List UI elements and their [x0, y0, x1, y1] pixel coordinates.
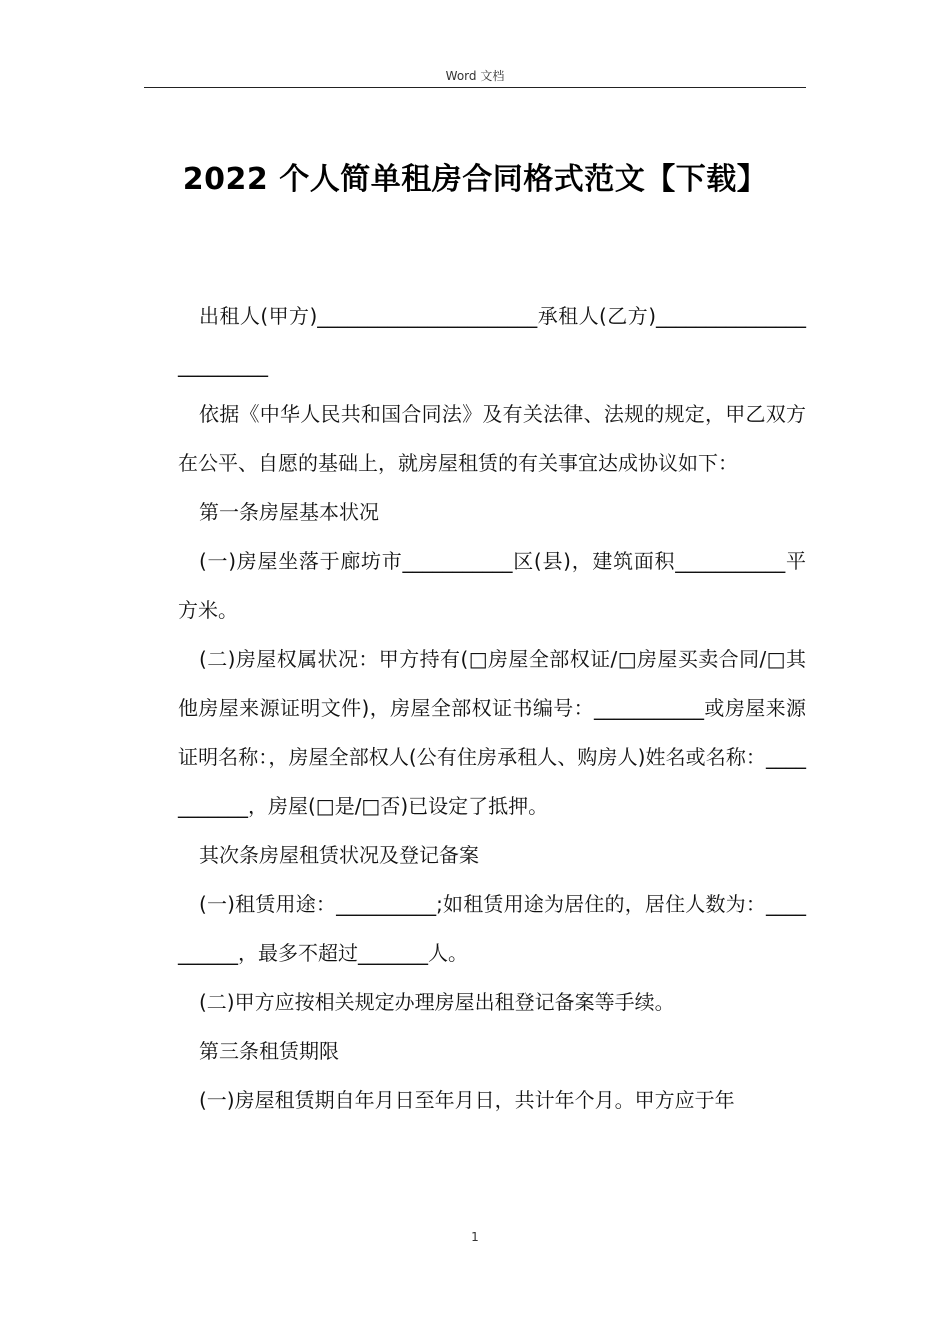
article-1-heading: 第一条房屋基本状况 — [199, 500, 379, 524]
article-2-clause-1: (一)租赁用途：__________;如租赁用途为居住的，居住人数为：__________，最多不超过_______人。 — [178, 892, 806, 965]
document-body — [178, 292, 806, 1125]
page-header-label: Word 文档 — [445, 69, 505, 83]
article-2-clause-2: (二)甲方应按相关规定办理房屋出租登记备案等手续。 — [199, 990, 675, 1014]
article-3-heading: 第三条租赁期限 — [199, 1039, 339, 1063]
article-2-heading: 其次条房屋租赁状况及登记备案 — [199, 843, 479, 867]
paragraph-preamble: 依据《中华人民共和国合同法》及有关法律、法规的规定，甲乙双方在公平、自愿的基础上，就房屋租赁的有关事宜达成协议如下： — [178, 402, 806, 475]
header-divider — [144, 87, 806, 88]
document-title: 2022 个人简单租房合同格式范文【下载】 — [182, 162, 768, 197]
article-1-clause-2: (二)房屋权属状况：甲方持有(□房屋全部权证/□房屋买卖合同/□其他房屋来源证明文件)，房屋全部权证书编号：___________或房屋来源证明名称：，房屋全部权人(公有住房承租人、购房人)姓名或名称：___________，房屋(□是/□否)已设定了抵押。 — [178, 647, 806, 818]
article-3-clause-1: (一)房屋租赁期自年月日至年月日，共计年个月。甲方应于年 — [199, 1088, 735, 1112]
page-number: 1 — [471, 1230, 479, 1244]
paragraph-parties: 出租人(甲方)______________________承租人(乙方)________________________ — [178, 304, 806, 377]
article-1-clause-1: (一)房屋坐落于廊坊市___________区(县)，建筑面积___________平方米。 — [178, 549, 806, 622]
